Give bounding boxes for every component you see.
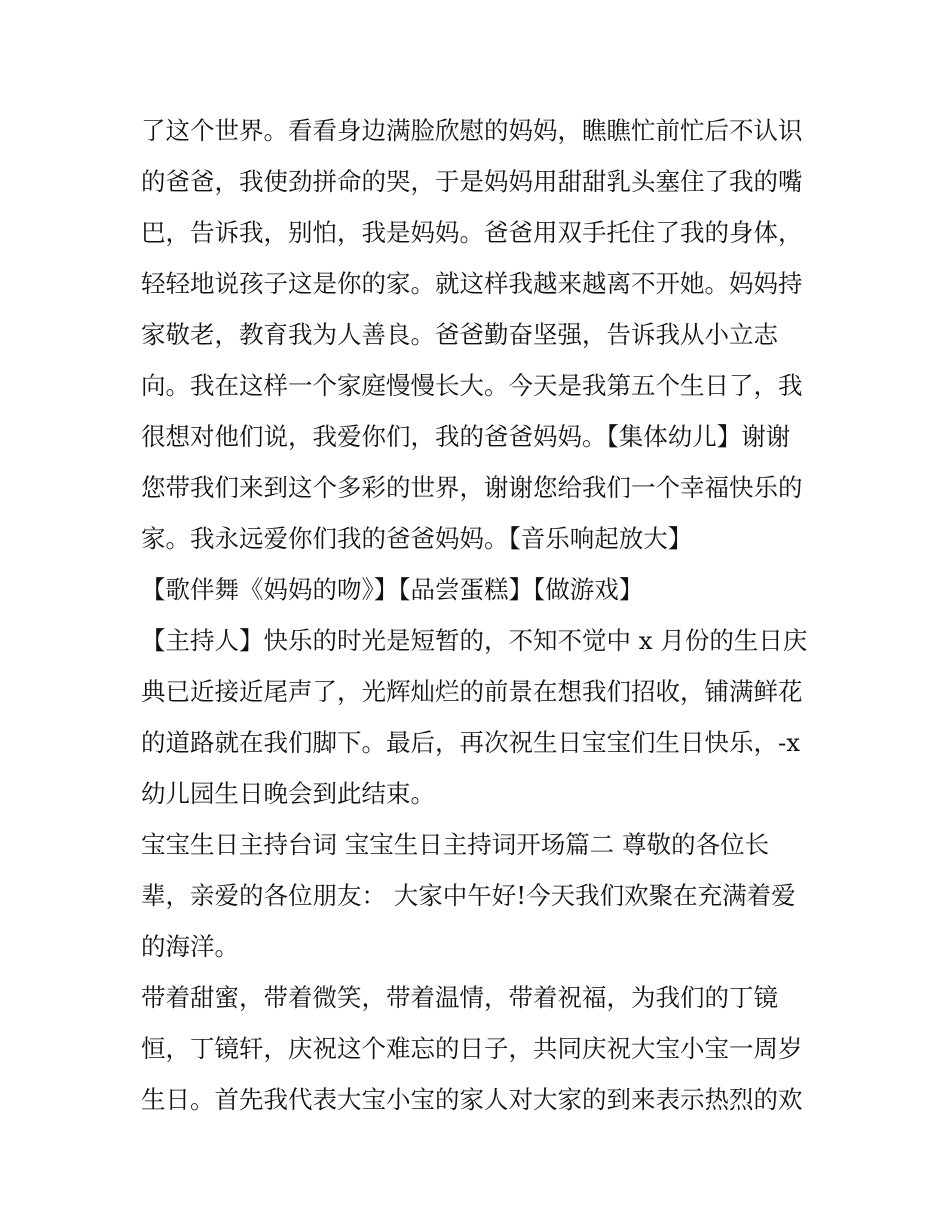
text-line: 很想对他们说，我爱你们，我的爸爸妈妈。【集体幼儿】谢谢 <box>141 422 791 451</box>
text-line: 宝宝生日主持台词 宝宝生日主持词开场篇二 尊敬的各位长 <box>141 830 770 859</box>
text-line: 了这个世界。看看身边满脸欣慰的妈妈，瞧瞧忙前忙后不认识 <box>141 116 803 145</box>
text-line: 典已近接近尾声了，光辉灿烂的前景在想我们招收，铺满鲜花 <box>141 677 803 706</box>
text-line: 【歌伴舞《妈妈的吻》】【品尝蛋糕】【做游戏】 <box>141 575 644 604</box>
text-line: 辈，亲爱的各位朋友： 大家中午好!今天我们欢聚在充满着爱 <box>141 881 796 910</box>
text-line: 家。我永远爱你们我的爸爸妈妈。【音乐响起放大】 <box>141 524 693 553</box>
text-line: 带着甜蜜，带着微笑，带着温情，带着祝福，为我们的丁镜 <box>141 983 778 1012</box>
text-line: 的爸爸，我使劲拼命的哭，于是妈妈用甜甜乳头塞住了我的嘴 <box>141 167 803 196</box>
text-line: 的道路就在我们脚下。最后，再次祝生日宝宝们生日快乐，-x <box>141 728 801 757</box>
text-line: 巴，告诉我，别怕，我是妈妈。爸爸用双手托住了我的身体， <box>141 218 803 247</box>
text-line: 家敬老，教育我为人善良。爸爸勤奋坚强，告诉我从小立志 <box>141 320 778 349</box>
text-line: 的海洋。 <box>141 932 239 961</box>
text-line: 轻轻地说孩子这是你的家。就这样我越来越离不开她。妈妈持 <box>141 269 803 298</box>
text-line: 幼儿园生日晚会到此结束。 <box>141 779 435 808</box>
text-line: 恒，丁镜轩，庆祝这个难忘的日子，共同庆祝大宝小宝一周岁 <box>141 1034 803 1063</box>
text-line: 向。我在这样一个家庭慢慢长大。今天是我第五个生日了，我 <box>141 371 803 400</box>
text-line: 您带我们来到这个多彩的世界，谢谢您给我们一个幸福快乐的 <box>141 473 803 502</box>
text-line: 【主持人】快乐的时光是短暂的，不知不觉中 x 月份的生日庆 <box>141 626 808 655</box>
text-line: 生日。首先我代表大宝小宝的家人对大家的到来表示热烈的欢 <box>141 1085 803 1114</box>
document-body <box>141 105 821 1125</box>
